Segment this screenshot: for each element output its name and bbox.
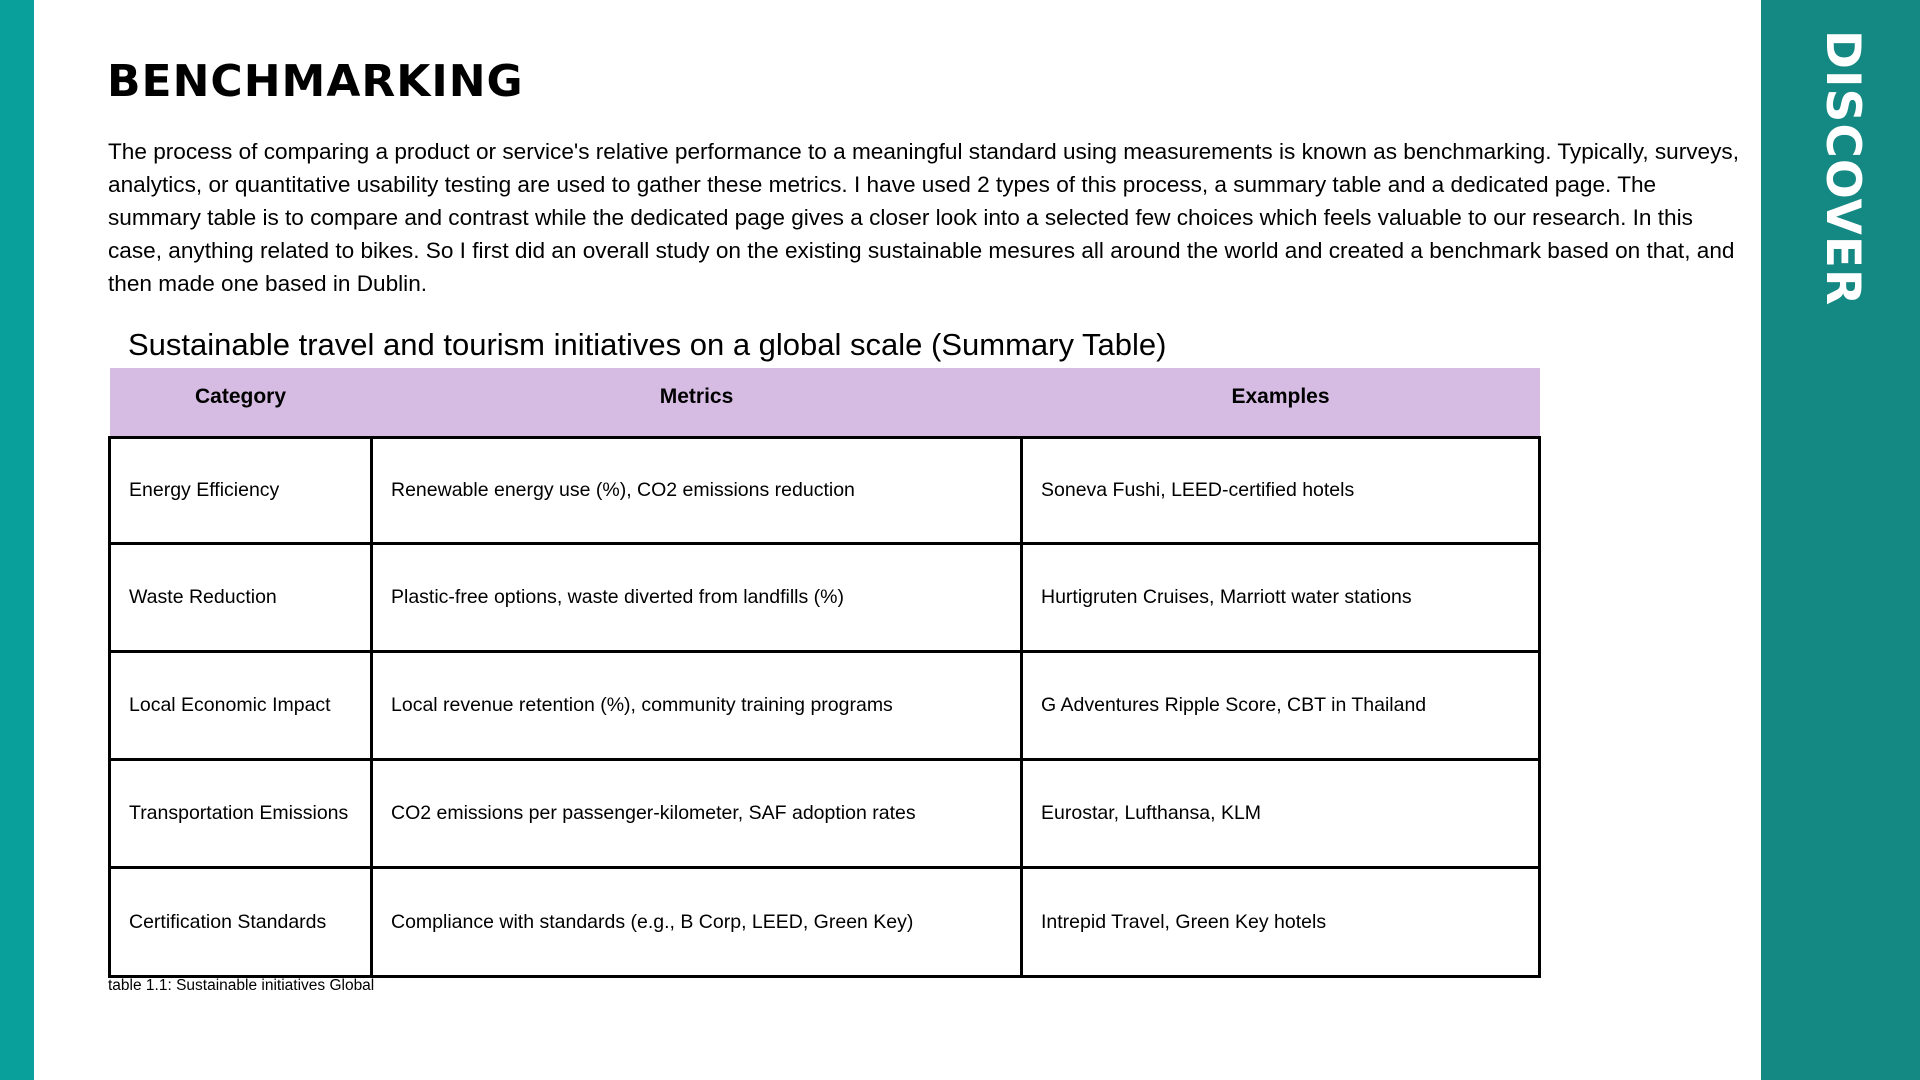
table-row bbox=[110, 759, 1540, 867]
table-caption: table 1.1: Sustainable initiatives Global bbox=[108, 977, 375, 994]
page-title: BENCHMARKING bbox=[107, 56, 524, 107]
section-label: DISCOVER bbox=[1815, 30, 1870, 307]
column-header-category: Category bbox=[110, 368, 372, 437]
summary-table bbox=[108, 368, 1541, 978]
metrics-cell: CO2 emissions per passenger-kilometer, SAF adoption rates bbox=[372, 759, 1022, 867]
category-cell: Waste Reduction bbox=[110, 543, 372, 651]
column-header-examples: Examples bbox=[1022, 368, 1540, 437]
metrics-cell: Compliance with standards (e.g., B Corp, LEED, Green Key) bbox=[372, 867, 1022, 976]
table-heading: Sustainable travel and tourism initiatives on a global scale (Summary Table) bbox=[128, 327, 1167, 362]
table-row bbox=[110, 867, 1540, 976]
table-row bbox=[110, 543, 1540, 651]
left-accent-bar bbox=[0, 0, 34, 1080]
metrics-cell: Local revenue retention (%), community training programs bbox=[372, 651, 1022, 759]
category-cell: Transportation Emissions bbox=[110, 759, 372, 867]
examples-cell: Eurostar, Lufthansa, KLM bbox=[1022, 759, 1540, 867]
category-cell: Energy Efficiency bbox=[110, 437, 372, 543]
examples-cell: Hurtigruten Cruises, Marriott water stations bbox=[1022, 543, 1540, 651]
table-row bbox=[110, 651, 1540, 759]
table-header-row bbox=[110, 368, 1540, 437]
category-cell: Local Economic Impact bbox=[110, 651, 372, 759]
metrics-cell: Plastic-free options, waste diverted from landfills (%) bbox=[372, 543, 1022, 651]
examples-cell: G Adventures Ripple Score, CBT in Thailand bbox=[1022, 651, 1540, 759]
column-header-metrics: Metrics bbox=[372, 368, 1022, 437]
examples-cell: Intrepid Travel, Green Key hotels bbox=[1022, 867, 1540, 976]
intro-paragraph: The process of comparing a product or service's relative performance to a meaningful standard using measurements is known as benchmarking. Typically, surveys, analytics, or quantitative usability testing are used to gather these metrics. I have used 2 types of this process, a summary table and a dedicated page. The summary table is to compare and contrast while the dedicated page gives a closer look into a selected few choices which feels valuable to our research. In this case, anything related to bikes. So I first did an overall study on the existing sustainable mesures all around the world and created a benchmark based on that, and then made one based in Dublin. bbox=[108, 139, 1739, 296]
examples-cell: Soneva Fushi, LEED-certified hotels bbox=[1022, 437, 1540, 543]
table-row bbox=[110, 437, 1540, 543]
category-cell: Certification Standards bbox=[110, 867, 372, 976]
metrics-cell: Renewable energy use (%), CO2 emissions reduction bbox=[372, 437, 1022, 543]
